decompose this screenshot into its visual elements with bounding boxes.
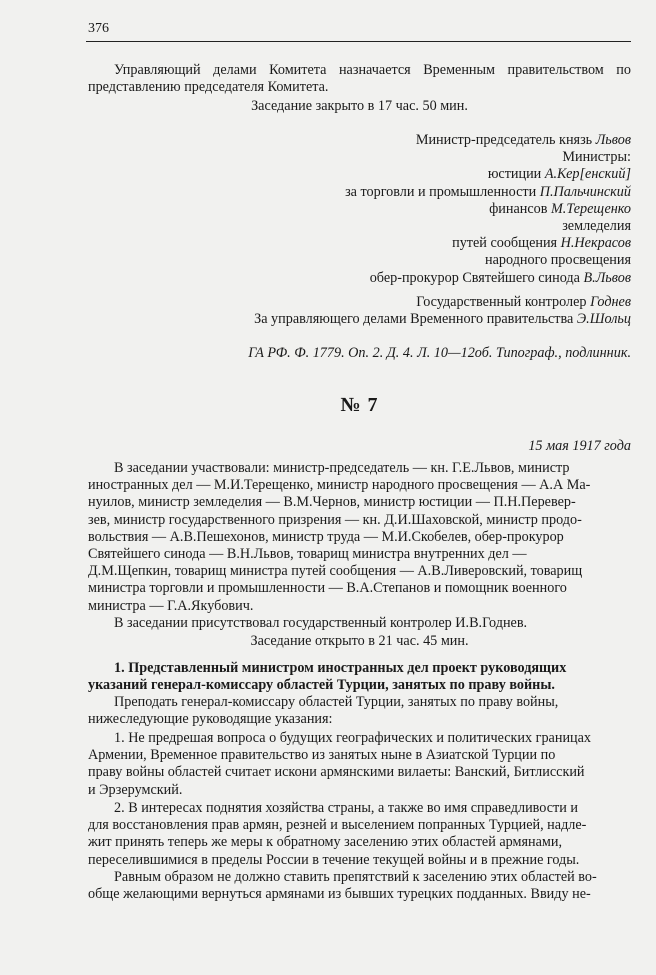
- text-line: 2. В интересах поднятия хозяйства страны, а также во имя справедливости и: [114, 800, 578, 816]
- text-line: министра торговли и промышленности — В.А.Степанов и помощник военного: [88, 580, 567, 597]
- text-line: переселившимися в пределы России в течение текущей войны и в прежние годы.: [88, 851, 580, 868]
- controller-signature-block: [88, 294, 631, 328]
- text-line: Преподать генерал-комиссару областей Турции, занятых по праву войны,: [114, 694, 559, 710]
- header-rule: [86, 41, 631, 42]
- text-line: министра — Г.А.Якубович.: [88, 597, 254, 614]
- body-paragraph: [88, 800, 631, 869]
- document-date: 15 мая 1917 года: [528, 438, 631, 454]
- text-line: и Эрзерумский.: [88, 781, 183, 798]
- participants-paragraph: [88, 460, 631, 615]
- text-line: вольствия — А.В.Пешехонов, министр труда — М.И.Скобелев, обер-прокурор: [88, 528, 564, 545]
- text-line: Святейшего синода — В.Н.Львов, товарищ министра внутренних дел —: [88, 546, 527, 563]
- text-line: для восстановления прав армян, резней и выселением попранных Турцией, надле-: [88, 817, 587, 834]
- text-line: 1. Не предрешая вопроса о будущих географических и политических границах: [114, 730, 592, 746]
- body-paragraph: [88, 869, 631, 903]
- text-line: обще желающими вернуться армянами из бывших турецких подданных. Ввиду не-: [88, 886, 591, 903]
- signature-line: За управляющего делами Временного правительства Э.Шольц: [254, 311, 631, 328]
- text-line: нижеследующие руководящие указания:: [88, 711, 333, 728]
- signature-line: за торговли и промышленности П.Пальчинский: [345, 183, 631, 200]
- signature-line: народного просвещения: [485, 252, 631, 269]
- intro-paragraph: Управляющий делами Комитета назначается Временным правительством по представлению председателя Комитета.: [88, 62, 631, 96]
- text-line: Д.М.Щепкин, товарищ министра путей сообщения — А.В.Ливеровский, товарищ: [88, 563, 583, 580]
- present-paragraph: В заседании присутствовал государственный контролер И.В.Годнев.: [114, 615, 528, 631]
- text-line: указаний генерал-комиссару областей Турции, занятых по праву войны.: [88, 677, 555, 694]
- text-line: Армении, Временное правительство из занятых ныне в Азиатской Турции по: [88, 747, 556, 764]
- archive-source: ГА РФ. Ф. 1779. Оп. 2. Д. 4. Л. 10—12об. Типограф., подлинник.: [248, 345, 631, 361]
- signature-block: [88, 132, 631, 287]
- text-line: 1. Представленный министром иностранных дел проект руководящих: [114, 660, 567, 676]
- signature-line: финансов М.Терещенко: [489, 200, 631, 217]
- text-line: иностранных дел — М.И.Терещенко, министр народного просвещения — А.А Ма-: [88, 477, 591, 494]
- signature-line: обер-прокурор Святейшего синода В.Львов: [369, 269, 631, 286]
- page-number: 376: [88, 21, 109, 36]
- signature-line: юстиции А.Кер[енский]: [487, 166, 631, 183]
- signature-line: земледелия: [562, 218, 631, 235]
- body-paragraph: [88, 730, 631, 799]
- text-line: жит принять теперь же меры к обратному заселению этих областей армянами,: [88, 834, 563, 851]
- signature-line: Государственный контролер Годнев: [416, 294, 631, 310]
- text-line: нуилов, министр земледелия — В.М.Чернов, министр юстиции — П.Н.Перевер-: [88, 494, 576, 511]
- text-line: В заседании участвовали: министр-председатель — кн. Г.Е.Львов, министр: [114, 460, 570, 476]
- signature-line: Министры:: [562, 149, 631, 166]
- document-number: № 7: [340, 394, 379, 416]
- session-closed: Заседание закрыто в 17 час. 50 мин.: [251, 98, 468, 114]
- body-paragraph: [88, 694, 631, 728]
- signature-line: путей сообщения Н.Некрасов: [452, 235, 631, 252]
- item-heading: [88, 660, 631, 694]
- text-line: Равным образом не должно ставить препятствий к заселению этих областей во-: [114, 869, 597, 885]
- signature-line: Министр-председатель князь Львов: [415, 132, 631, 148]
- session-opened: Заседание открыто в 21 час. 45 мин.: [250, 633, 469, 649]
- text-line: зев, министр государственного призрения — кн. Д.И.Шаховской, министр продо-: [88, 511, 582, 528]
- text-line: праву войны областей считает искони армянскими вилаеты: Ванский, Битлисский: [88, 764, 585, 781]
